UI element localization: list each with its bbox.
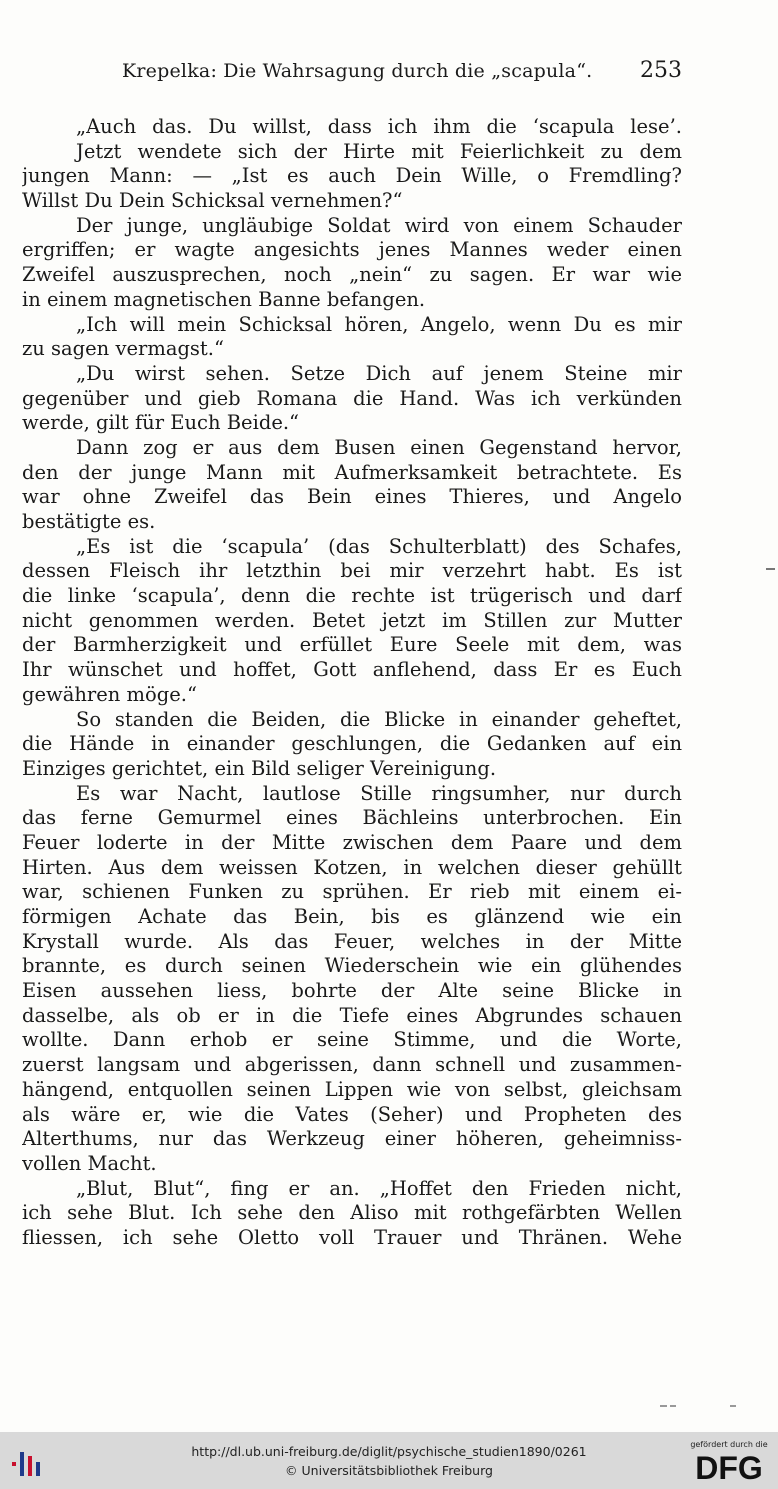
text-line: Es war Nacht, lautlose Stille ringsumher, nur durch [76, 781, 682, 805]
text-line: Alterthums, nur das Werkzeug einer höheren, geheimniss- [22, 1127, 682, 1151]
text-line: dasselbe, als ob er in die Tiefe eines Abgrundes schauen [22, 1003, 682, 1027]
text-line: in einem magnetischen Banne befangen. [22, 287, 426, 311]
text-line: war, schienen Funken zu sprühen. Er rieb mit einem ei- [22, 880, 682, 904]
text-line: als wäre er, wie die Vates (Seher) und Propheten des [22, 1102, 682, 1126]
text-line: Krystall wurde. Als das Feuer, welches in der Mitte [22, 929, 682, 953]
text-line: Jetzt wendete sich der Hirte mit Feierlichkeit zu dem [76, 139, 682, 163]
text-line: gegenüber und gieb Romana die Hand. Was ich verkünden [22, 386, 682, 410]
text-line: ich sehe Blut. Ich sehe den Aliso mit rothgefärbten Wellen [22, 1201, 682, 1225]
text-line: hängend, entquollen seinen Lippen wie von selbst, gleichsam [22, 1077, 682, 1101]
text-line: die Hände in einander geschlungen, die Gedanken auf ein [22, 732, 682, 756]
text-line: werde, gilt für Euch Beide.“ [22, 411, 300, 435]
text-line: nicht genommen werden. Betet jetzt im Stillen zur Mutter [22, 608, 682, 632]
text-line: „Blut, Blut“, fing er an. „Hoffet den Frieden nicht, [76, 1176, 682, 1200]
text-line: den der junge Mann mit Aufmerksamkeit betrachtete. Es [22, 460, 682, 484]
text-line: Hirten. Aus dem weissen Kotzen, in welchen dieser gehüllt [22, 855, 682, 879]
text-line: Dann zog er aus dem Busen einen Gegenstand hervor, [76, 435, 682, 459]
text-line: zuerst langsam und abgerissen, dann schnell und zusammen- [22, 1053, 682, 1077]
dfg-badge [686, 1440, 772, 1485]
text-line: das ferne Gemurmel eines Bächleins unterbrochen. Ein [22, 806, 682, 830]
dfg-logo-text: DFG [695, 1450, 763, 1484]
text-line: Einziges gerichtet, ein Bild seliger Vereinigung. [22, 756, 497, 780]
text-line: „Es ist die ‘scapula’ (das Schulterblatt) des Schafes, [76, 534, 682, 558]
dfg-logo-icon [688, 1450, 770, 1484]
text-line: jungen Mann: — „Ist es auch Dein Wille, o Fremdling? [22, 164, 682, 188]
text-line: Eisen aussehen liess, bohrte der Alte seine Blicke in [22, 979, 682, 1003]
text-line: „Du wirst sehen. Setze Dich auf jenem Steine mir [76, 361, 682, 385]
text-line: Der junge, ungläubige Soldat wird von einem Schauder [76, 213, 682, 237]
text-line: zu sagen vermagst.“ [22, 337, 224, 361]
dfg-caption: gefördert durch die [690, 1440, 768, 1449]
text-line: die linke ‘scapula’, denn die rechte ist trügerisch und darf [22, 584, 682, 608]
margin-mark [766, 568, 775, 570]
source-url-link[interactable]: http://dl.ub.uni-freiburg.de/diglit/psychische_studien1890/0261 [191, 1444, 587, 1459]
text-line: Zweifel auszusprechen, noch „nein“ zu sagen. Er war wie [22, 263, 682, 287]
text-line: dessen Fleisch ihr letzthin bei mir verzehrt habt. Es ist [22, 559, 682, 583]
page-header [22, 60, 682, 90]
page-number: 253 [640, 58, 682, 83]
text-line: vollen Macht. [22, 1151, 157, 1175]
page-bottom-marks [658, 1405, 738, 1409]
text-line: ergriffen; er wagte angesichts jenes Mannes weder einen [22, 238, 682, 262]
text-line: bestätigte es. [22, 510, 156, 533]
text-line: förmigen Achate das Bein, bis es glänzend wie ein [22, 905, 682, 928]
text-line: fliessen, ich sehe Oletto voll Trauer und Thränen. Wehe [22, 1225, 682, 1249]
text-line: „Auch das. Du willst, dass ich ihm die ‘scapula lese’. [76, 115, 682, 138]
body-text [22, 115, 682, 1251]
text-line: wollte. Dann erhob er seine Stimme, und die Worte, [22, 1028, 682, 1052]
text-line: So standen die Beiden, die Blicke in einander geheftet, [76, 707, 682, 731]
text-line: brannte, es durch seinen Wiederschein wie ein glühendes [22, 954, 682, 978]
text-line: Ihr wünschet und hoffet, Gott anflehend, dass Er es Euch [22, 658, 682, 682]
text-line: „Ich will mein Schicksal hören, Angelo, wenn Du es mir [76, 312, 682, 336]
copyright-notice: © Universitätsbibliothek Freiburg [285, 1463, 493, 1478]
text-line: gewähren möge.“ [22, 682, 197, 706]
running-title: Krepelka: Die Wahrsagung durch die „scapula“. [122, 60, 593, 82]
text-line: Feuer loderte in der Mitte zwischen dem Paare und dem [22, 830, 682, 854]
text-line: Willst Du Dein Schicksal vernehmen?“ [22, 189, 403, 213]
text-line: war ohne Zweifel das Bein eines Thieres, und Angelo [22, 485, 682, 509]
text-line: der Barmherzigkeit und erfüllet Eure Seele mit dem, was [22, 633, 682, 657]
digitization-footer [0, 1432, 778, 1489]
